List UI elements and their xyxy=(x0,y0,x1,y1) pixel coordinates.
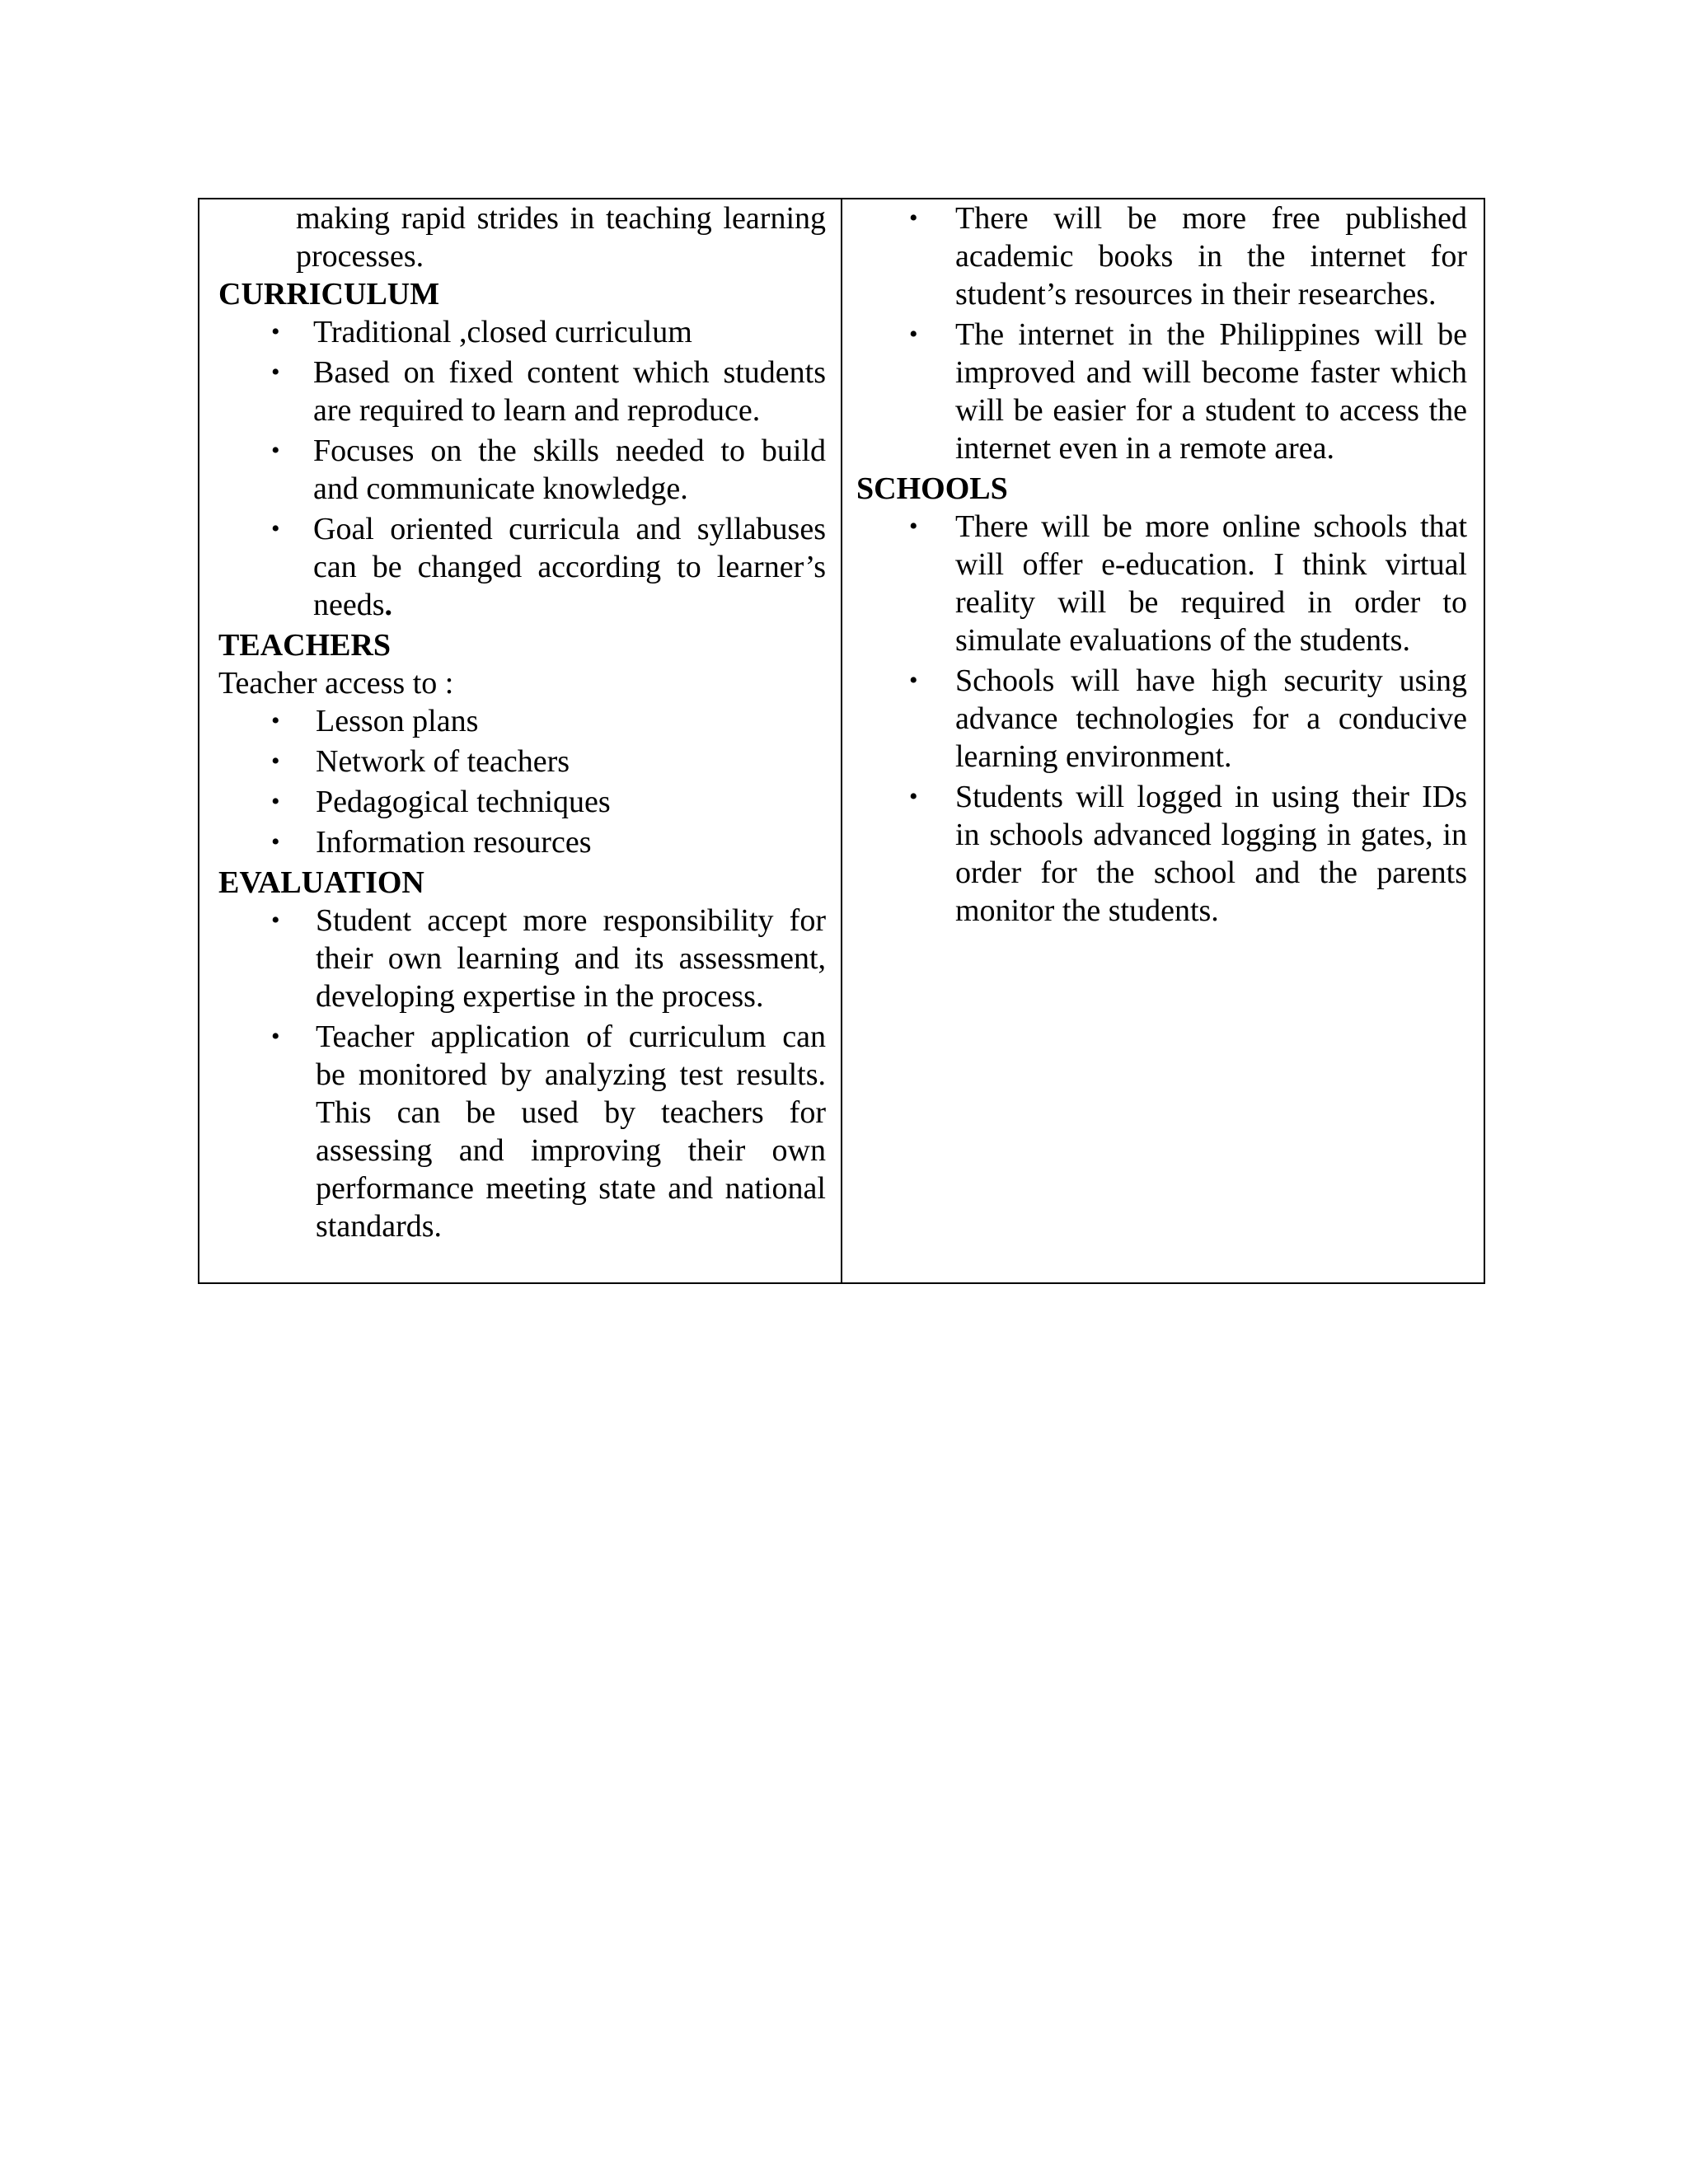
list-item-text: Lesson plans xyxy=(316,704,479,738)
list-item-text: Based on fixed content which students are required to learn and reproduce. xyxy=(313,355,826,428)
list-item-text: Information resources xyxy=(316,825,592,860)
list-item xyxy=(218,354,826,429)
schools-list xyxy=(856,508,1467,930)
heading-teachers: TEACHERS xyxy=(218,628,392,663)
bullet-icon: • xyxy=(271,515,280,542)
list-item xyxy=(856,316,1467,467)
bullet-icon: • xyxy=(271,1023,280,1050)
list-item-text: Pedagogical techniques xyxy=(316,785,611,819)
bullet-icon: • xyxy=(909,667,918,694)
bullet-icon: • xyxy=(271,437,280,464)
list-item-text: Students will logged in using their IDs in schools advanced logging in gates, in order for the school and the parents monitor the students. xyxy=(955,780,1467,928)
list-item xyxy=(218,702,826,740)
list-item xyxy=(218,743,826,780)
table-cell-left xyxy=(199,199,842,1282)
list-item-text: Traditional ,closed curriculum xyxy=(313,315,692,349)
list-item xyxy=(218,1018,826,1245)
list-item-text: The internet in the Philippines will be improved and will become faster which will be easier for a student to access the internet even in a remote area. xyxy=(955,317,1467,466)
list-item-text: There will be more free published academic books in the internet for student’s resources in their researches. xyxy=(955,201,1467,312)
teachers-intro: Teacher access to : xyxy=(218,666,454,701)
list-item-text: Teacher application of curriculum can be monitored by analyzing test results. This can be used by teachers for assessing and improving their own performance meeting state and national standards. xyxy=(316,1019,826,1244)
list-item xyxy=(856,508,1467,659)
heading-schools: SCHOOLS xyxy=(856,471,1008,506)
bullet-icon: • xyxy=(271,907,280,934)
list-item xyxy=(218,510,826,624)
evaluation-list xyxy=(218,902,826,1245)
list-item xyxy=(218,313,826,351)
list-item xyxy=(856,778,1467,930)
bullet-icon: • xyxy=(271,788,280,815)
list-item-text: Focuses on the skills needed to build and communicate knowledge. xyxy=(313,434,826,506)
bullet-icon: • xyxy=(271,748,280,775)
bullet-icon: • xyxy=(909,783,918,810)
bullet-icon: • xyxy=(271,318,280,345)
list-item-text: There will be more online schools that will offer e-education. I think virtual reality will be required in order to simulate evaluations of the students. xyxy=(955,509,1467,658)
teachers-list xyxy=(218,702,826,861)
bullet-icon: • xyxy=(271,359,280,386)
continuation-text: making rapid strides in teaching learning processes. xyxy=(296,201,826,274)
list-item xyxy=(218,823,826,861)
list-item-text: Student accept more responsibility for their own learning and its assessment, developing expertise in the process. xyxy=(316,903,826,1014)
curriculum-list xyxy=(218,313,826,624)
heading-curriculum: CURRICULUM xyxy=(218,277,440,312)
heading-evaluation: EVALUATION xyxy=(218,865,424,900)
list-item xyxy=(218,783,826,821)
list-item xyxy=(218,902,826,1015)
list-item-text: Goal oriented curricula and syllabuses can be changed according to learner’s needs xyxy=(313,512,826,622)
list-item xyxy=(218,432,826,508)
bullet-icon: • xyxy=(909,204,918,232)
bullet-icon: • xyxy=(909,321,918,348)
content-table xyxy=(198,198,1485,1284)
list-item-terminator: . xyxy=(384,588,393,622)
list-item xyxy=(856,662,1467,776)
bullet-icon: • xyxy=(909,513,918,540)
list-item-text: Schools will have high security using advance technologies for a conducive learning environment. xyxy=(955,663,1467,774)
list-item-text: Network of teachers xyxy=(316,744,570,779)
bullet-icon: • xyxy=(271,828,280,855)
future-list xyxy=(856,199,1467,467)
bullet-icon: • xyxy=(271,707,280,734)
list-item xyxy=(856,199,1467,313)
table-cell-right xyxy=(842,199,1484,1282)
